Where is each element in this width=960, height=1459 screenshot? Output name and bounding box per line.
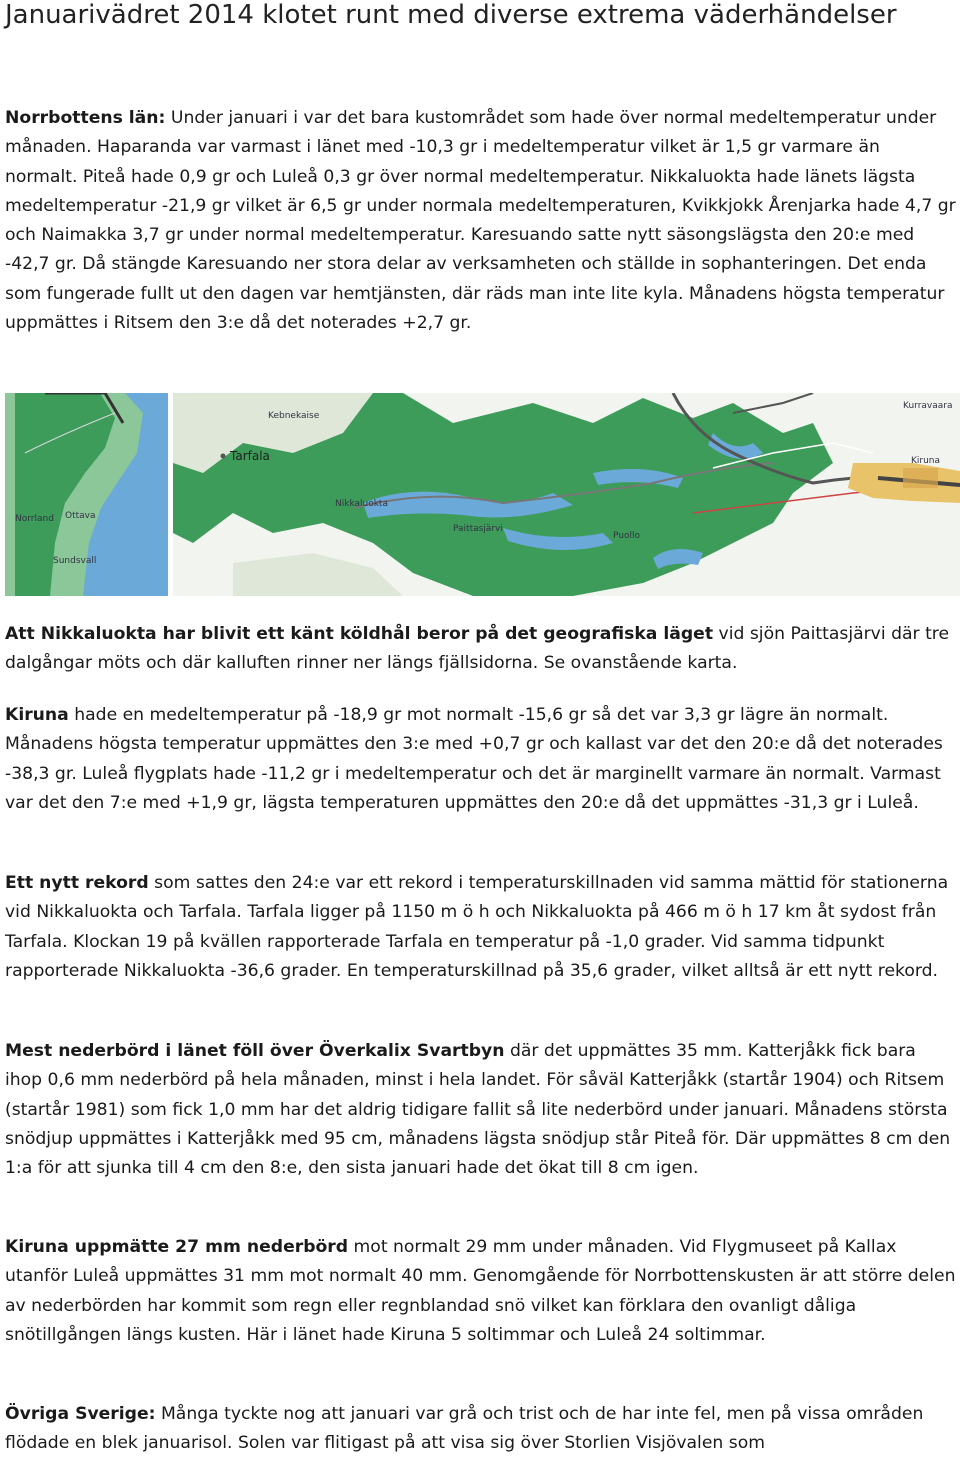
paragraph-record xyxy=(5,869,957,986)
paragraph-lead: Kiruna uppmätte 27 mm nederbörd xyxy=(5,1237,349,1257)
map-label: Kurravaara xyxy=(903,401,953,411)
paragraph-kiruna-precipitation xyxy=(5,1233,957,1350)
map-label: Sundsvall xyxy=(53,556,97,566)
paragraph-nikkaluokta xyxy=(5,620,957,679)
paragraph-rest-of-sweden xyxy=(5,1400,957,1459)
detail-map xyxy=(173,393,960,596)
page-title: Januarivädret 2014 klotet runt med diverse extrema väderhändelser xyxy=(5,0,897,30)
paragraph-body: mot normalt 29 mm under månaden. Vid Flygmuseet på Kallax utanför Luleå uppmättes 31 mm mot normalt 40 mm. Genomgående för Norrbottenskusten är att större delen av nederbörden har kommit som regn eller regnblandad snö vilket kan förklara den ovanligt dåliga snötillgången längs kusten. Här i länet hade Kiruna 5 soltimmar och Luleå 24 soltimmar. xyxy=(5,1237,956,1345)
paragraph-body: Under januari i var det bara kustområdet som hade över normal medeltemperatur under månaden. Haparanda var varmast i länet med -10,3 gr i medeltemperatur vilket är 1,5 gr varmare än normalt. Piteå hade 0,9 gr och Luleå 0,3 gr över normal medeltemperatur. Nikkaluokta hade länets lägsta medeltemperatur -21,9 gr vilket är 6,5 gr under normala medeltemperaturen, Kvikkjokk Årenjarka hade 4,7 gr och Naimakka 3,7 gr under normal medeltemperatur. Karesuando satte nytt säsongslägsta den 20:e med -42,7 gr. Då stängde Karesuando ner stora delar av verksamheten och ställde in sophanteringen. Det enda som fungerade fullt ut den dagen var hemtjänsten, där räds man inte lite kyla. Månadens högsta temperatur uppmättes i Ritsem den 3:e då det noterades +2,7 gr. xyxy=(5,108,956,334)
paragraph-kiruna xyxy=(5,701,957,818)
map-label: Kebnekaise xyxy=(268,411,320,421)
paragraph-body: där det uppmättes 35 mm. Katterjåkk fick bara ihop 0,6 mm nederbörd på hela månaden, minst i hela landet. För såväl Katterjåkk (startår 1904) och Ritsem (startår 1981) som fick 1,0 mm har det aldrig tidigare fallit så lite nederbörd under januari. Månadens största snödjup uppmättes i Katterjåkk med 95 cm, månadens lägsta snödjup står Piteå för. Där uppmättes 8 cm den 1:a för att sjunka till 4 cm den 8:e, den sista januari hade det ökat till 8 cm igen. xyxy=(5,1041,951,1179)
paragraph-body: som sattes den 24:e var ett rekord i temperaturskillnaden vid samma mättid för stationerna vid Nikkaluokta och Tarfala. Tarfala ligger på 1150 m ö h och Nikkaluokta på 466 m ö h 17 km åt sydost från Tarfala. Klockan 19 på kvällen rapporterade Tarfala en temperatur på -1,0 grader. Vid samma tidpunkt rapporterade Nikkaluokta -36,6 grader. En temperaturskillnad på 35,6 grader, vilket alltså är ett nytt rekord. xyxy=(5,873,949,981)
map-label: Nikkaluokta xyxy=(335,499,388,509)
location-dot xyxy=(221,454,226,459)
map-label: Ottava xyxy=(65,511,96,521)
map-label: Paittasjärvi xyxy=(453,524,503,534)
detail-map-graphic xyxy=(173,393,960,596)
paragraph-lead: Att Nikkaluokta har blivit ett känt köldhål beror på det geografiska läget xyxy=(5,624,714,644)
paragraph-norrbotten xyxy=(5,104,957,338)
map-label: Kiruna xyxy=(911,456,941,466)
paragraph-lead: Mest nederbörd i länet föll över Överkalix Svartbyn xyxy=(5,1041,505,1061)
paragraph-lead: Övriga Sverige: xyxy=(5,1404,156,1424)
overview-map-graphic xyxy=(5,393,168,596)
map-label: Puollo xyxy=(613,531,640,541)
paragraph-body: hade en medeltemperatur på -18,9 gr mot normalt -15,6 gr så det var 3,3 gr lägre än normalt. Månadens högsta temperatur uppmättes den 3:e med +0,7 gr och kallast var det den 20:e då det noterades -38,3 gr. Luleå flygplats hade -11,2 gr i medeltemperatur och det är marginellt varmare än normalt. Varmast var det den 7:e med +1,9 gr, lägsta temperaturen uppmättes den 20:e då det uppmättes -31,3 gr i Luleå. xyxy=(5,705,943,813)
paragraph-precipitation xyxy=(5,1037,957,1183)
paragraph-body: Många tyckte nog att januari var grå och trist och de har inte fel, men på vissa områden flödade en blek januarisol. Solen var flitigast på att visa sig över Storlien Visjövalen som xyxy=(5,1404,924,1454)
paragraph-lead: Norrbottens län: xyxy=(5,108,166,128)
paragraph-lead: Kiruna xyxy=(5,705,69,725)
overview-map xyxy=(5,393,168,596)
paragraph-lead: Ett nytt rekord xyxy=(5,873,149,893)
town-marker xyxy=(903,468,938,488)
map-label: Tarfala xyxy=(230,449,270,463)
paragraph-body: vid sjön Paittasjärvi där tre dalgångar möts och där kalluften rinner ner längs fjällsidorna. Se ovanstående karta. xyxy=(5,624,950,674)
map-label: Norrland xyxy=(15,514,54,524)
